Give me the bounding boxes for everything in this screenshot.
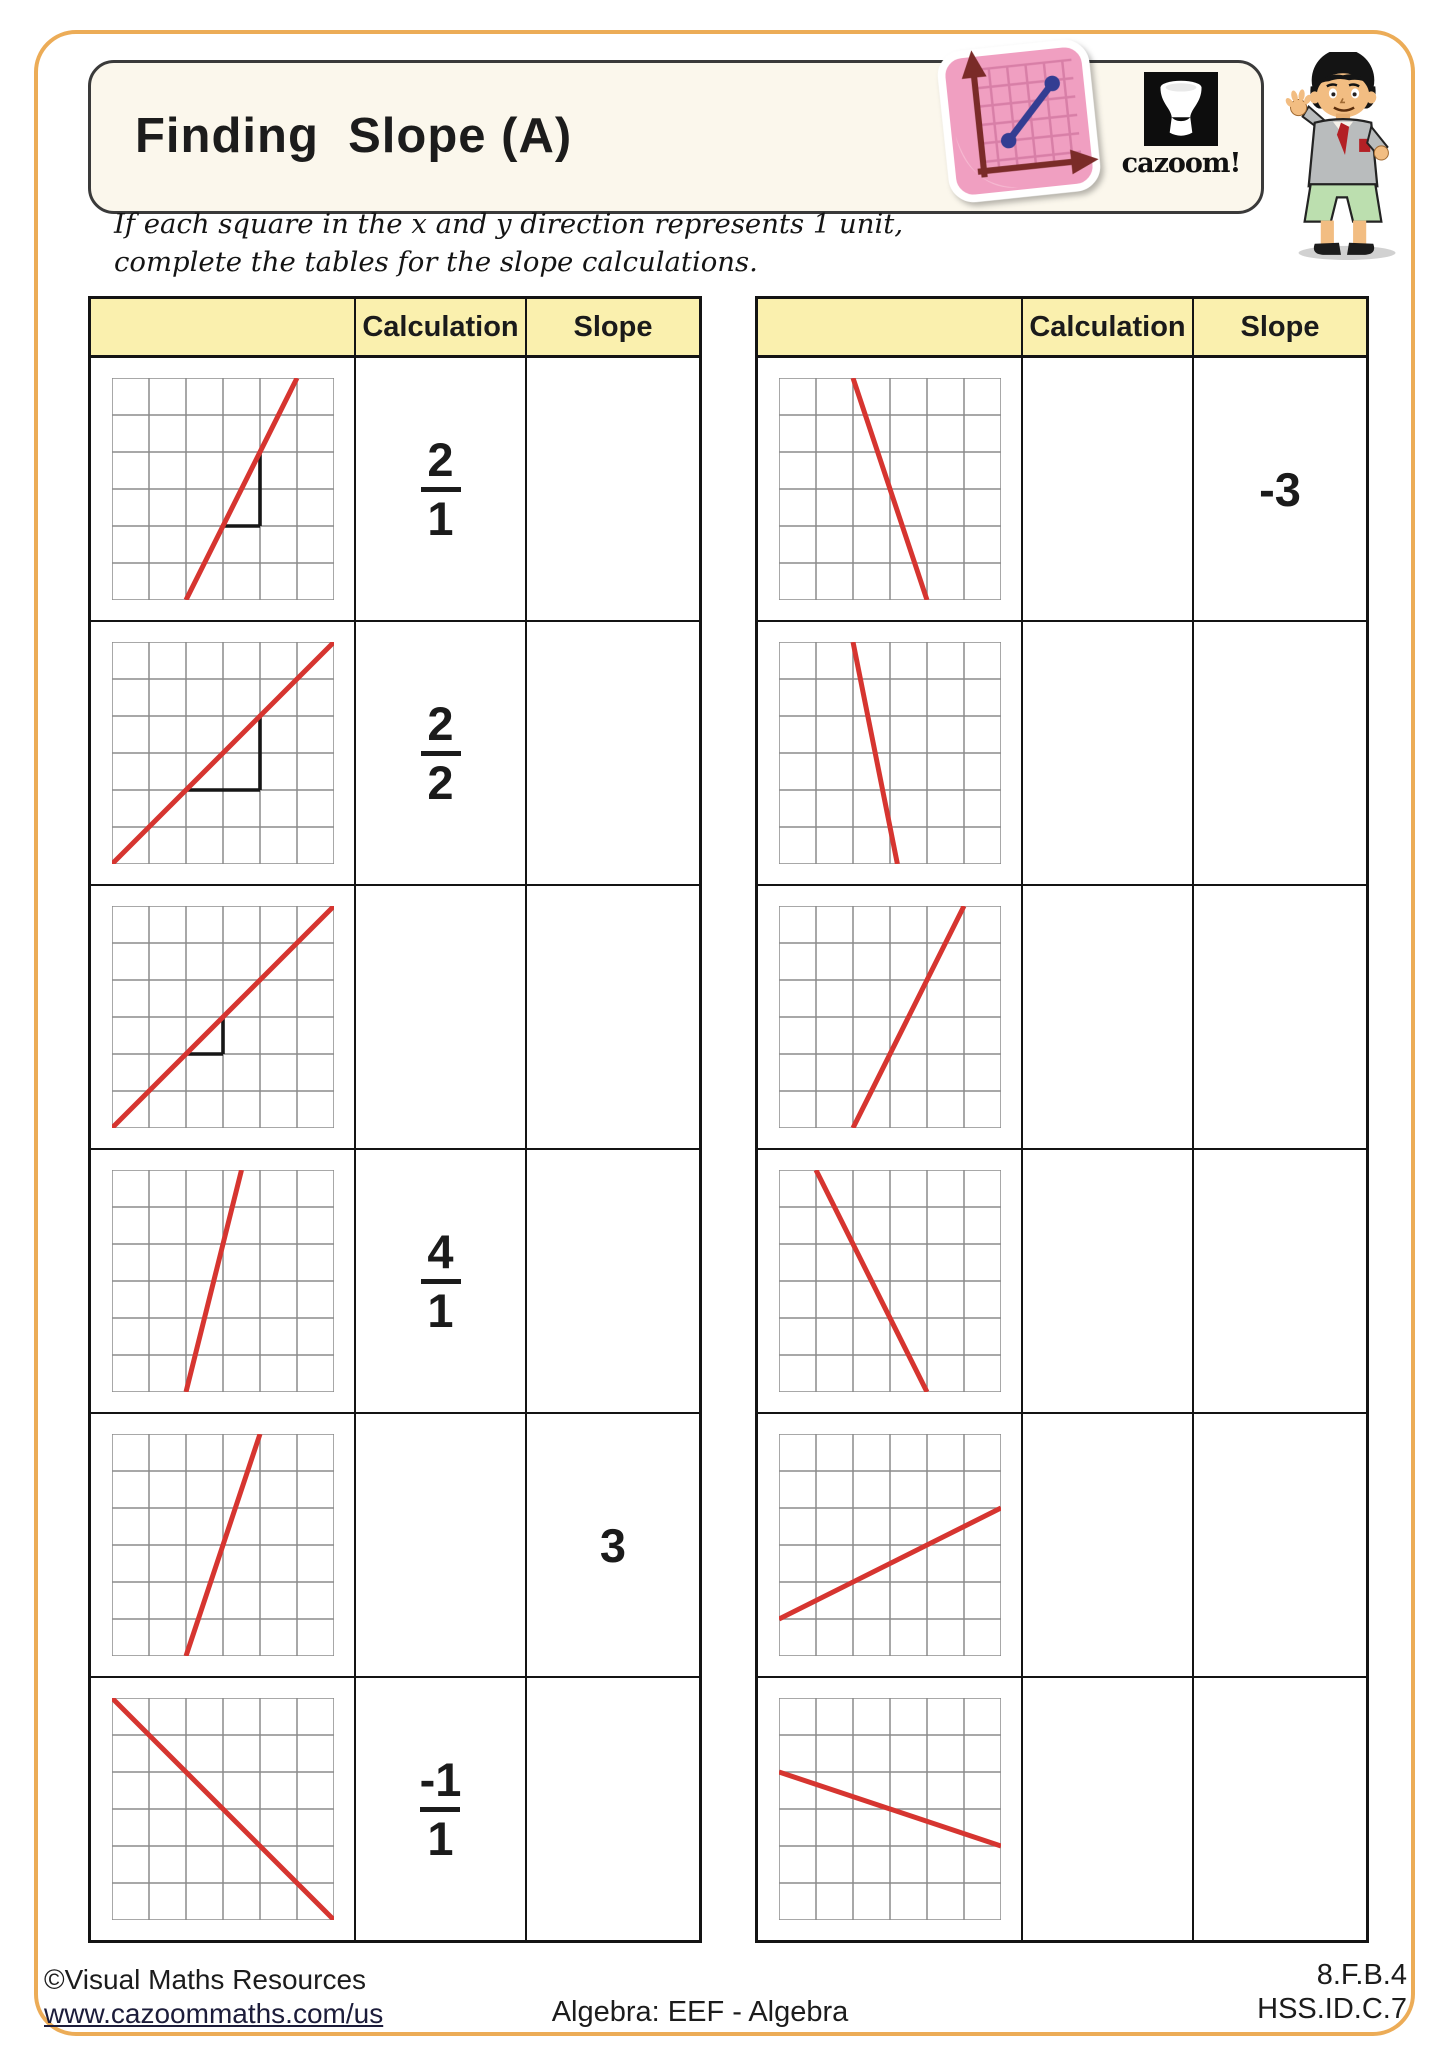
table-row [91, 622, 699, 886]
fraction-bar [421, 487, 461, 492]
standard-code-2: HSS.ID.C.7 [1257, 1993, 1407, 2026]
graph-sticker-icon [934, 36, 1103, 205]
table-row [91, 358, 699, 622]
standard-code-1: 8.F.B.4 [1316, 1959, 1407, 1991]
graph-cell [91, 1678, 356, 1940]
fraction-denominator: 1 [427, 1811, 454, 1865]
table-header-row [91, 299, 699, 358]
slope-graph [779, 1170, 1001, 1392]
graph-grid [112, 1170, 334, 1392]
graph-header-cell [91, 299, 356, 358]
calculation-cell [1023, 1150, 1194, 1414]
footer-standards [1257, 1958, 1407, 2026]
calculation-fraction [421, 432, 461, 545]
slope-cell [527, 358, 699, 622]
calculation-cell [356, 1414, 527, 1678]
graph-cell [758, 1414, 1023, 1678]
graph-cell [91, 622, 356, 886]
table-row [758, 886, 1366, 1150]
graph-grid [112, 378, 334, 600]
calculation-cell [356, 1150, 527, 1414]
calculation-cell [1023, 1678, 1194, 1940]
copyright-text: ©Visual Maths Resources [44, 1964, 367, 1995]
slope-graph [112, 642, 334, 864]
fraction-bar [421, 1279, 461, 1284]
slope-cell [1194, 1414, 1366, 1678]
graph-grid [779, 1170, 1001, 1392]
fraction-bar [420, 1807, 460, 1812]
fraction-numerator: -1 [419, 1752, 462, 1806]
graph-cell [758, 622, 1023, 886]
slope-graph [779, 378, 1001, 600]
calculation-fraction [421, 696, 461, 809]
slope-cell [1194, 358, 1366, 622]
fraction-numerator: 4 [427, 1224, 454, 1278]
calculation-cell [1023, 886, 1194, 1150]
calculation-cell [1023, 1414, 1194, 1678]
calculation-cell [1023, 358, 1194, 622]
slope-cell [527, 1678, 699, 1940]
graph-cell [758, 886, 1023, 1150]
graph-sticker-svg [934, 36, 1103, 205]
table-row [91, 1150, 699, 1414]
fraction-denominator: 2 [427, 755, 454, 809]
slope-graph [112, 906, 334, 1128]
slope-graph [112, 1170, 334, 1392]
table-row [758, 1150, 1366, 1414]
slope-cell [1194, 886, 1366, 1150]
slope-graph [779, 642, 1001, 864]
graph-cell [758, 1150, 1023, 1414]
graph-cell [758, 1678, 1023, 1940]
calculation-cell [356, 358, 527, 622]
table-row [758, 358, 1366, 622]
mascot-boy [1268, 52, 1420, 264]
calculation-cell [356, 622, 527, 886]
slope-cell [527, 886, 699, 1150]
calculation-header-cell: Calculation [1023, 299, 1194, 358]
slope-graph [779, 1434, 1001, 1656]
slope-value: -3 [1259, 462, 1301, 516]
table-row [91, 1414, 699, 1678]
slope-table-right [755, 296, 1369, 1943]
table-row [758, 622, 1366, 886]
graph-cell [91, 886, 356, 1150]
table-row [758, 1414, 1366, 1678]
page-title: Finding Slope (A) [135, 108, 573, 163]
graph-grid [779, 906, 1001, 1128]
table-body [758, 358, 1366, 1940]
cazoom-drum-icon [1144, 72, 1218, 146]
table-body [91, 358, 699, 1940]
mascot-boy-svg [1268, 52, 1420, 264]
slope-cell [527, 1414, 699, 1678]
graph-header-cell [758, 299, 1023, 358]
slope-cell [1194, 1678, 1366, 1940]
cazoom-logo [1108, 72, 1254, 179]
slope-table-left [88, 296, 702, 1943]
fraction-numerator: 2 [427, 432, 454, 486]
calculation-fraction [421, 1224, 461, 1337]
slope-graph [779, 906, 1001, 1128]
table-header-row [758, 299, 1366, 358]
graph-cell [91, 358, 356, 622]
fraction-numerator: 2 [427, 696, 454, 750]
footer-category: Algebra: EEF - Algebra [551, 1996, 849, 2028]
slope-graph [112, 1698, 334, 1920]
slope-cell [1194, 622, 1366, 886]
slope-cell [527, 1150, 699, 1414]
slope-header-cell: Slope [527, 299, 699, 358]
fraction-denominator: 1 [427, 1283, 454, 1337]
fraction-denominator: 1 [427, 491, 454, 545]
table-row [758, 1678, 1366, 1940]
calculation-cell [356, 1678, 527, 1940]
instructions-text: If each square in the x and y direction represents 1 unit, complete the tables for the slope calculations. [114, 208, 904, 278]
graph-cell [91, 1150, 356, 1414]
table-row [91, 1678, 699, 1940]
calculation-cell [356, 886, 527, 1150]
slope-value: 3 [599, 1518, 627, 1572]
table-row [91, 886, 699, 1150]
slope-graph [779, 1698, 1001, 1920]
graph-cell [91, 1414, 356, 1678]
slope-graph [112, 1434, 334, 1656]
slope-cell [527, 622, 699, 886]
calculation-header-cell: Calculation [356, 299, 527, 358]
slope-cell [1194, 1150, 1366, 1414]
calculation-cell [1023, 622, 1194, 886]
cazoom-logo-text: cazoom! [1121, 148, 1241, 179]
calculation-fraction [419, 1752, 462, 1865]
website-link[interactable]: www.cazoommaths.com/us [44, 1998, 384, 2030]
slope-header-cell: Slope [1194, 299, 1366, 358]
graph-cell [758, 358, 1023, 622]
graph-grid [779, 1434, 1001, 1656]
slope-graph [112, 378, 334, 600]
fraction-bar [421, 751, 461, 756]
